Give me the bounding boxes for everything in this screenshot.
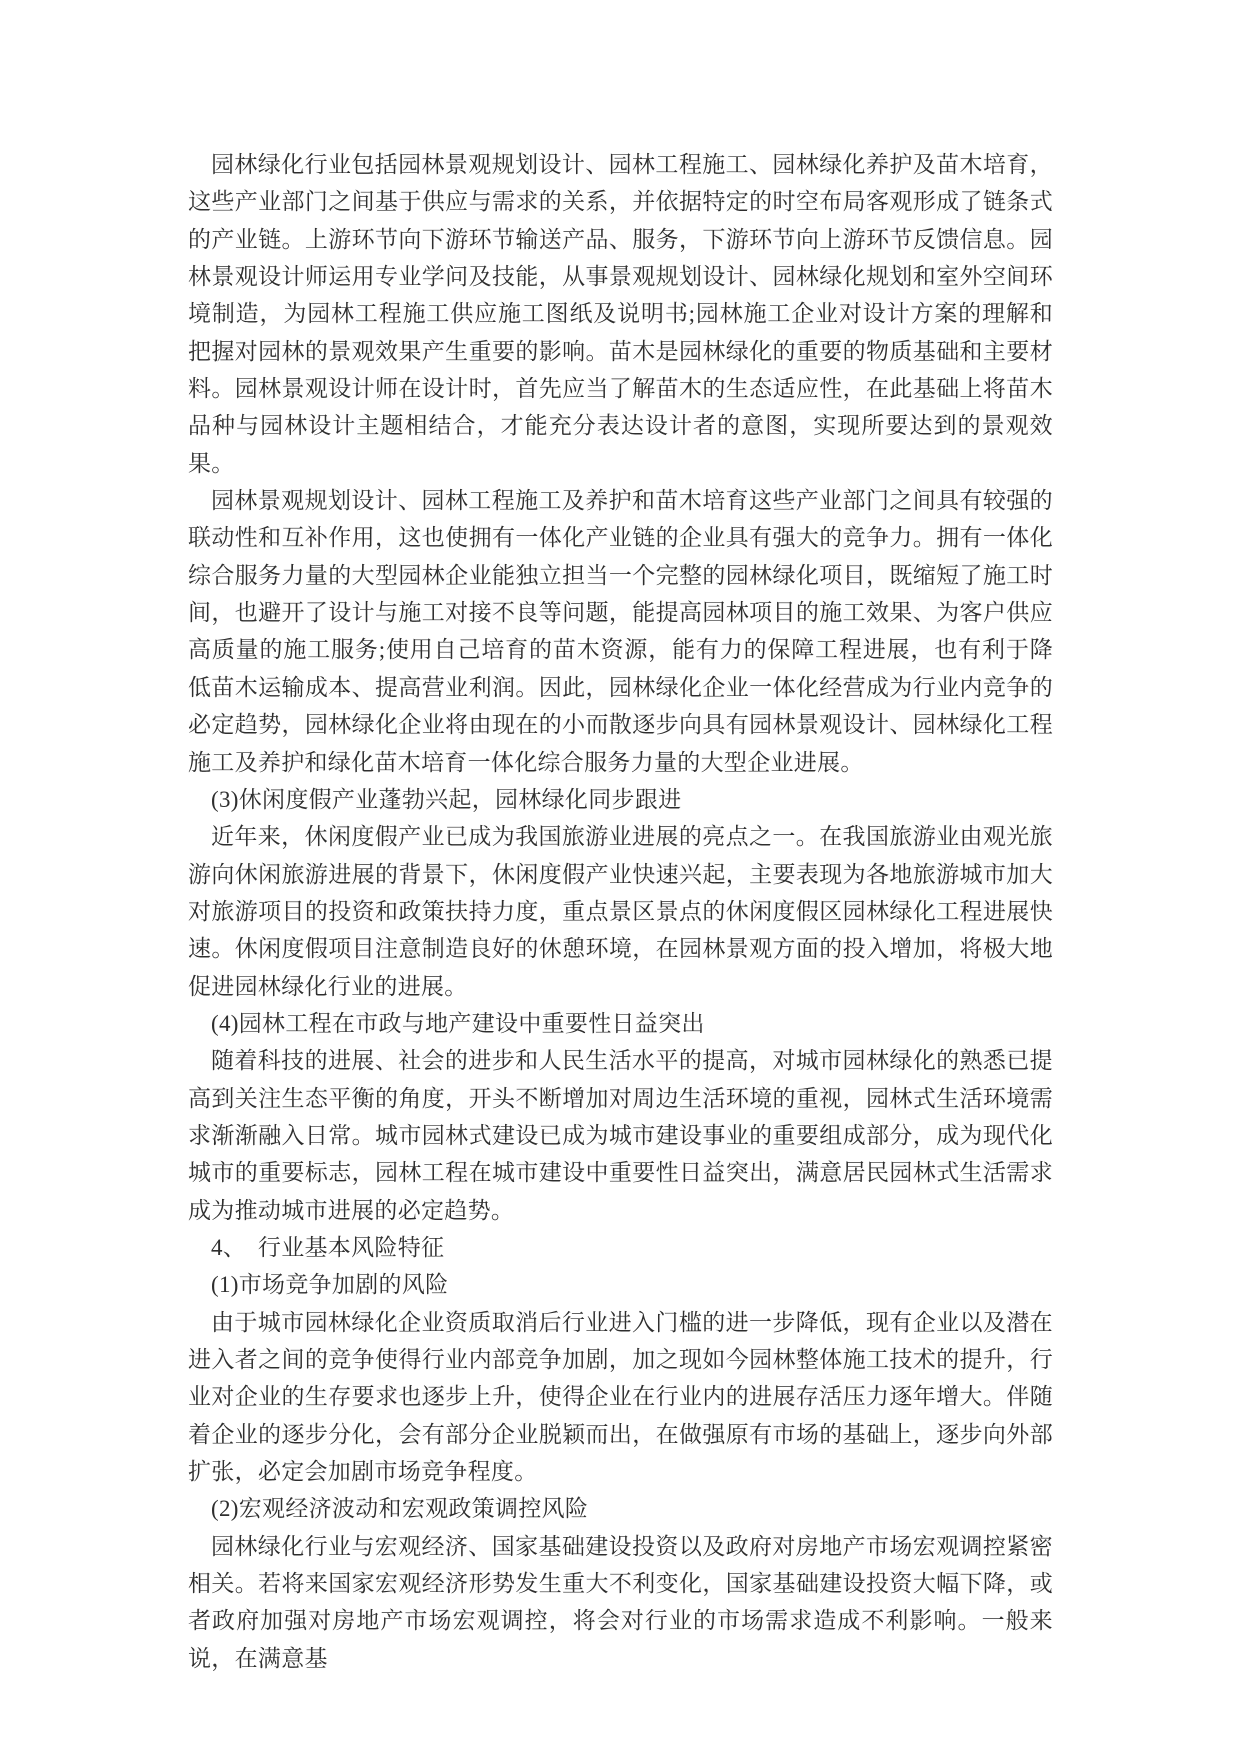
body-paragraph: 园林景观规划设计、园林工程施工及养护和苗木培育这些产业部门之间具有较强的联动性和互补作用，这也使拥有一体化产业链的企业具有强大的竞争力。拥有一体化综合服务力量的大型园林企业能独立担当一个完整的园林绿化项目，既缩短了施工时间，也避开了设计与施工对接不良等问题，能提高园林项目的施工效果、为客户供应高质量的施工服务;使用自己培育的苗木资源，能有力的保障工程进展，也有利于降低苗木运输成本、提高营业利润。因此，园林绿化企业一体化经营成为行业内竞争的必定趋势，园林绿化企业将由现在的小而散逐步向具有园林景观设计、园林绿化工程施工及养护和绿化苗木培育一体化综合服务力量的大型企业进展。 <box>188 488 1053 775</box>
body-paragraph: 园林绿化行业与宏观经济、国家基础建设投资以及政府对房地产市场宏观调控紧密相关。若将来国家宏观经济形势发生重大不利变化，国家基础建设投资大幅下降，或者政府加强对房地产市场宏观调控，将会对行业的市场需求造成不利影响。一般来说，在满意基 <box>188 1533 1053 1671</box>
body-paragraph: 近年来，休闲度假产业已成为我国旅游业进展的亮点之一。在我国旅游业由观光旅游向休闲旅游进展的背景下，休闲度假产业快速兴起，主要表现为各地旅游城市加大对旅游项目的投资和政策扶持力度，重点景区景点的休闲度假区园林绿化工程进展快速。休闲度假项目注意制造良好的休憩环境，在园林景观方面的投入增加，将极大地促进园林绿化行业的进展。 <box>188 824 1053 999</box>
section-heading: (2)宏观经济波动和宏观政策调控风险 <box>211 1496 589 1522</box>
document-text-column <box>188 146 1053 1677</box>
section-heading: (4)园林工程在市政与地产建设中重要性日益突出 <box>211 1010 705 1036</box>
body-paragraph: 随着科技的进展、社会的进步和人民生活水平的提高，对城市园林绿化的熟悉已提高到关注生态平衡的角度，开头不断增加对周边生活环境的重视，园林式生活环境需求渐渐融入日常。城市园林式建设已成为城市建设事业的重要组成部分，成为现代化城市的重要标志，园林工程在城市建设中重要性日益突出，满意居民园林式生活需求成为推动城市进展的必定趋势。 <box>188 1048 1053 1223</box>
section-heading: 4、 行业基本风险特征 <box>211 1234 445 1260</box>
section-heading: (3)休闲度假产业蓬勃兴起，园林绿化同步跟进 <box>211 786 682 812</box>
body-paragraph: 由于城市园林绿化企业资质取消后行业进入门槛的进一步降低，现有企业以及潜在进入者之间的竞争使得行业内部竞争加剧，加之现如今园林整体施工技术的提升，行业对企业的生存要求也逐步上升，使得企业在行业内的进展存活压力逐年增大。伴随着企业的逐步分化，会有部分企业脱颖而出，在做强原有市场的基础上，逐步向外部扩张，必定会加剧市场竞争程度。 <box>188 1309 1053 1485</box>
body-paragraph: 园林绿化行业包括园林景观规划设计、园林工程施工、园林绿化养护及苗木培育，这些产业部门之间基于供应与需求的关系，并依据特定的时空布局客观形成了链条式的产业链。上游环节向下游环节输送产品、服务，下游环节向上游环节反馈信息。园林景观设计师运用专业学问及技能，从事景观规划设计、园林绿化规划和室外空间环境制造，为园林工程施工供应施工图纸及说明书;园林施工企业对设计方案的理解和把握对园林的景观效果产生重要的影响。苗木是园林绿化的重要的物质基础和主要材料。园林景观设计师在设计时，首先应当了解苗木的生态适应性，在此基础上将苗木品种与园林设计主题相结合，才能充分表达设计者的意图，实现所要达到的景观效果。 <box>188 152 1053 476</box>
section-heading: (1)市场竞争加剧的风险 <box>211 1272 449 1298</box>
